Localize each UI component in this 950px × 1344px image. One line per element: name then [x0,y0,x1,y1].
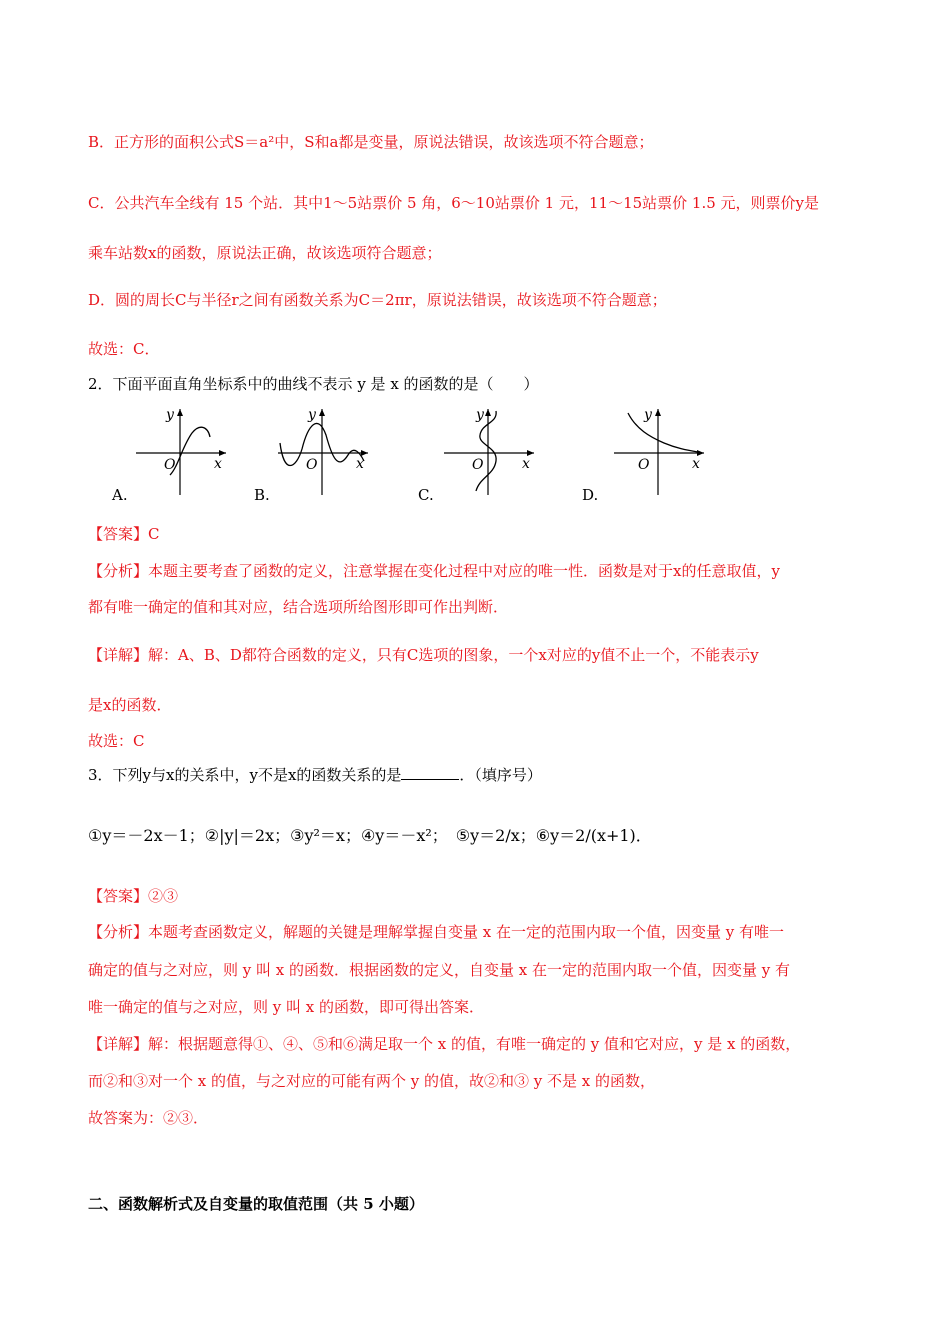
q2-choose: 故选：C [88,732,145,750]
option-b-text: B．正方形的面积公式S＝a²中，S和a都是变量，原说法错误，故该选项不符合题意； [88,133,654,151]
graph-c-y-label: y [476,407,484,423]
section-2-title: 二、函数解析式及自变量的取值范围（共 5 小题） [88,1195,424,1213]
q2-answer: 【答案】C [88,525,160,543]
q2-detail-cont: 是x的函数． [88,696,172,714]
option-c-label: C. [418,486,434,504]
option-d-label: D. [582,486,599,504]
q3-analysis-cont1: 确定的值与之对应，则 y 叫 x 的函数．根据函数的定义，自变量 x 在一定的范围内取一个值，因变量 y 有 [88,961,791,979]
graph-c-x-label: x [522,456,530,472]
graph-d-y-label: y [644,407,652,423]
q2-detail: 【详解】解：A、B、D都符合函数的定义，只有C选项的图象，一个x对应的y值不止一个，不能表示y [88,646,759,664]
graph-d [606,405,716,497]
q2-analysis-cont: 都有唯一确定的值和其对应，结合选项所给图形即可作出判断． [88,598,509,616]
answer-blank [401,765,459,780]
q3-final: 故答案为：②③． [88,1109,209,1127]
graph-a [128,405,238,497]
option-b-label: B. [254,486,270,504]
graph-d-x-label: x [692,456,700,472]
choose-line: 故选：C． [88,340,160,358]
graph-d-origin: O [638,457,650,473]
q3-stem-before: 3．下列y与x的关系中，y不是x的函数关系的是 [88,766,402,784]
question-2-stem: 2．下面平面直角坐标系中的曲线不表示 y 是 x 的函数的是（ ） [88,375,539,393]
q3-stem-after: ．（填序号） [459,766,542,784]
graph-c-origin: O [472,457,484,473]
question-3-stem [88,765,542,785]
option-a-label: A. [112,486,128,504]
graph-a-x-label: x [214,456,222,472]
q3-detail: 【详解】解：根据题意得①、④、⑤和⑥满足取一个 x 的值，有唯一确定的 y 值和它对应，y 是 x 的函数， [88,1035,801,1053]
option-c-text: C．公共汽车全线有 15 个站．其中1～5站票价 5 角，6～10站票价 1 元，11～15站票价 1.5 元，则票价y是 [88,194,820,212]
graph-c [436,405,546,497]
graph-b-y-label: y [308,407,316,423]
q3-answer: 【答案】②③ [88,887,179,905]
q3-formulas: ①y＝－2x－1；②|y|＝2x；③y²＝x；④y＝－x²； ⑤y＝2/x；⑥y＝2/(x+1)． [88,826,652,845]
graph-a-origin: O [164,457,176,473]
graph-b [270,405,380,497]
q2-analysis: 【分析】本题主要考查了函数的定义，注意掌握在变化过程中对应的唯一性．函数是对于x的任意取值，y [88,562,780,580]
graph-b-origin: O [306,457,318,473]
q3-detail-cont: 而②和③对一个 x 的值，与之对应的可能有两个 y 的值，故②和③ y 不是 x 的函数， [88,1072,656,1090]
graph-b-x-label: x [356,456,364,472]
graph-a-y-label: y [166,407,174,423]
q3-analysis: 【分析】本题考查函数定义，解题的关键是理解掌握自变量 x 在一定的范围内取一个值，因变量 y 有唯一 [88,923,785,941]
option-d-text: D．圆的周长C与半径r之间有函数关系为C＝2πr，原说法错误，故该选项不符合题意； [88,291,667,309]
option-c-text-cont: 乘车站数x的函数，原说法正确，故该选项符合题意； [88,244,442,262]
q3-analysis-cont2: 唯一确定的值与之对应，则 y 叫 x 的函数，即可得出答案． [88,998,485,1016]
